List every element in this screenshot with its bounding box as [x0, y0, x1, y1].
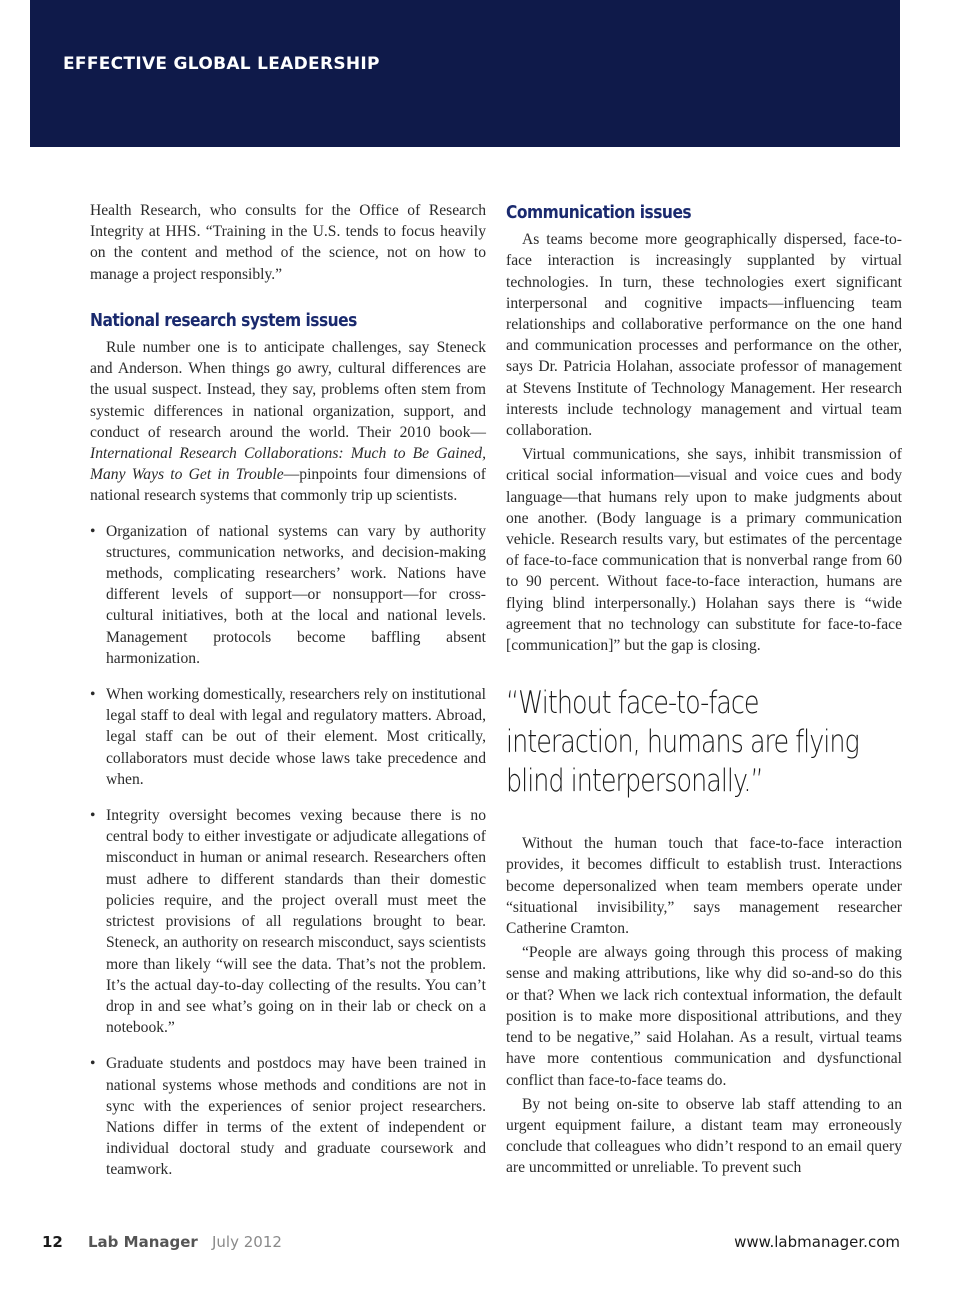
- communication-heading: Communication issues: [506, 202, 692, 223]
- communication-paragraph-2: Virtual communications, she says, inhibit transmission of critical social information—visual and voice cues and body language—that humans rely upon to make judgments about one another. (Body language is a primary communication vehicle. Research results vary, but estimates of the percentage of face-to-face communication that is nonverbal range from 60 to 90 percent. Without face-to-face interaction, humans are flying blind interpersonally.) Holahan says there is “wide agreement that no technology can substitute for face-to-face [communication]” but the gap is closing.: [506, 446, 902, 655]
- page-number: 12: [42, 1233, 63, 1251]
- bullet-icon: •: [90, 522, 96, 540]
- list-item: [90, 805, 486, 1038]
- bullet-icon: •: [90, 807, 96, 825]
- magazine-name: Lab Manager: [88, 1233, 198, 1251]
- national-paragraph: [90, 337, 486, 507]
- bullet-icon: •: [90, 1055, 96, 1073]
- communication-paragraph-4: “People are always going through this process of making sense and making attributions, like why did so-and-so do this or that? When we lack rich contextual information, the default position is to make more dispositional attributions, and they tend to be negative,” said Holahan. As a result, virtual teams have more contentious communication and dysfunctional conflict than face-to-face teams do.: [506, 944, 902, 1089]
- list-item-text: Graduate students and postdocs may have been trained in national systems whose methods and conditions are not in sync with the experiences of senior project researchers. Nations differ in terms of the extent of independent or individual doctoral study and graduate coursework and teamwork.: [106, 1055, 486, 1179]
- pull-quote-line: interaction, humans are flying: [506, 724, 859, 761]
- list-item-text: Organization of national systems can vary by authority structures, communication networks, and decision-making methods, complicating researchers’ work. Nations have different levels of support—or nonsupport—for cross-cultural initiatives, both at the local and national levels. Management protocols become baffling absent harmonization.: [106, 522, 486, 667]
- pull-quote-line: blind interpersonally.”: [506, 763, 763, 800]
- list-item-text: Integrity oversight becomes vexing because there is no central body to either investigate or adjudicate allegations of misconduct in human or animal research. Researchers often must adhere to different standards than their domestic policies require, and the project overall must meet the strictest provisions of all regulations brought to bear. Steneck, an authority on research misconduct, says scientists more than likely “will see the data. That’s not the problem. It’s the actual day-to-day collecting of the results. You can’t drop in and see what’s going on in their lab or check on a notebook.”: [106, 807, 486, 1037]
- list-item: [90, 684, 486, 790]
- national-paragraph-b: —pinpoints four dimensions of national research systems that commonly trip up scientists.: [90, 466, 486, 505]
- website-url: www.labmanager.com: [734, 1233, 900, 1251]
- page-footer: [0, 1233, 960, 1255]
- intro-paragraph: Health Research, who consults for the Office of Research Integrity at HHS. “Training in the U.S. tends to focus heavily on the content and method of the science, not on how to manage a project responsibly.”: [90, 202, 486, 283]
- header-banner: [30, 0, 900, 147]
- issue-date: July 2012: [212, 1233, 282, 1251]
- section-title: EFFECTIVE GLOBAL LEADERSHIP: [63, 54, 380, 74]
- left-column: [90, 200, 486, 1196]
- communication-paragraph-3: Without the human touch that face-to-face interaction provides, it becomes difficult to establish trust. Interactions become depersonalized when team members operate under “situational invisibility,” says management researcher Catherine Cramton.: [506, 835, 902, 938]
- national-research-heading: National research system issues: [90, 309, 357, 331]
- pull-quote: [506, 684, 859, 801]
- pull-quote-line: “Without face-to-face: [506, 685, 759, 722]
- communication-paragraph-1: As teams become more geographically dispersed, face-to-face interaction is increasingly supplanted by virtual technologies. In turn, these technologies exert significant interpersonal and cognitive impacts—influencing team relationships and collaborative performance on the one hand and communication processes and performance on the other, says Dr. Patricia Holahan, associate professor of management at Stevens Institute of Technology Management. Her research interests include technology management and virtual team collaboration.: [506, 231, 902, 440]
- list-item-text: When working domestically, researchers rely on institutional legal staff to deal with legal and regulatory matters. Abroad, legal staff can be out of their element. Most critically, collaborators must decide whose laws take precedence and when.: [106, 686, 486, 788]
- book-title: International Research Collaborations: Much to Be Gained, Many Ways to Get in Trouble: [90, 445, 486, 484]
- list-item: [90, 1053, 486, 1180]
- right-column: [506, 200, 902, 1179]
- dimensions-list: [90, 521, 486, 1181]
- list-item: [90, 521, 486, 669]
- communication-paragraph-5: By not being on-site to observe lab staff attending to an urgent equipment failure, a distant team may erroneously conclude that colleagues who didn’t respond to an email query are uncommitted or unreliable. To prevent such: [506, 1095, 902, 1177]
- bullet-icon: •: [90, 686, 96, 704]
- national-paragraph-a: Rule number one is to anticipate challenges, say Steneck and Anderson. When things go awry, cultural differences are the usual suspect. Instead, they say, problems often stem from systemic differences in national organization, support, and conduct of research around the world. Their 2010 book—: [90, 339, 486, 441]
